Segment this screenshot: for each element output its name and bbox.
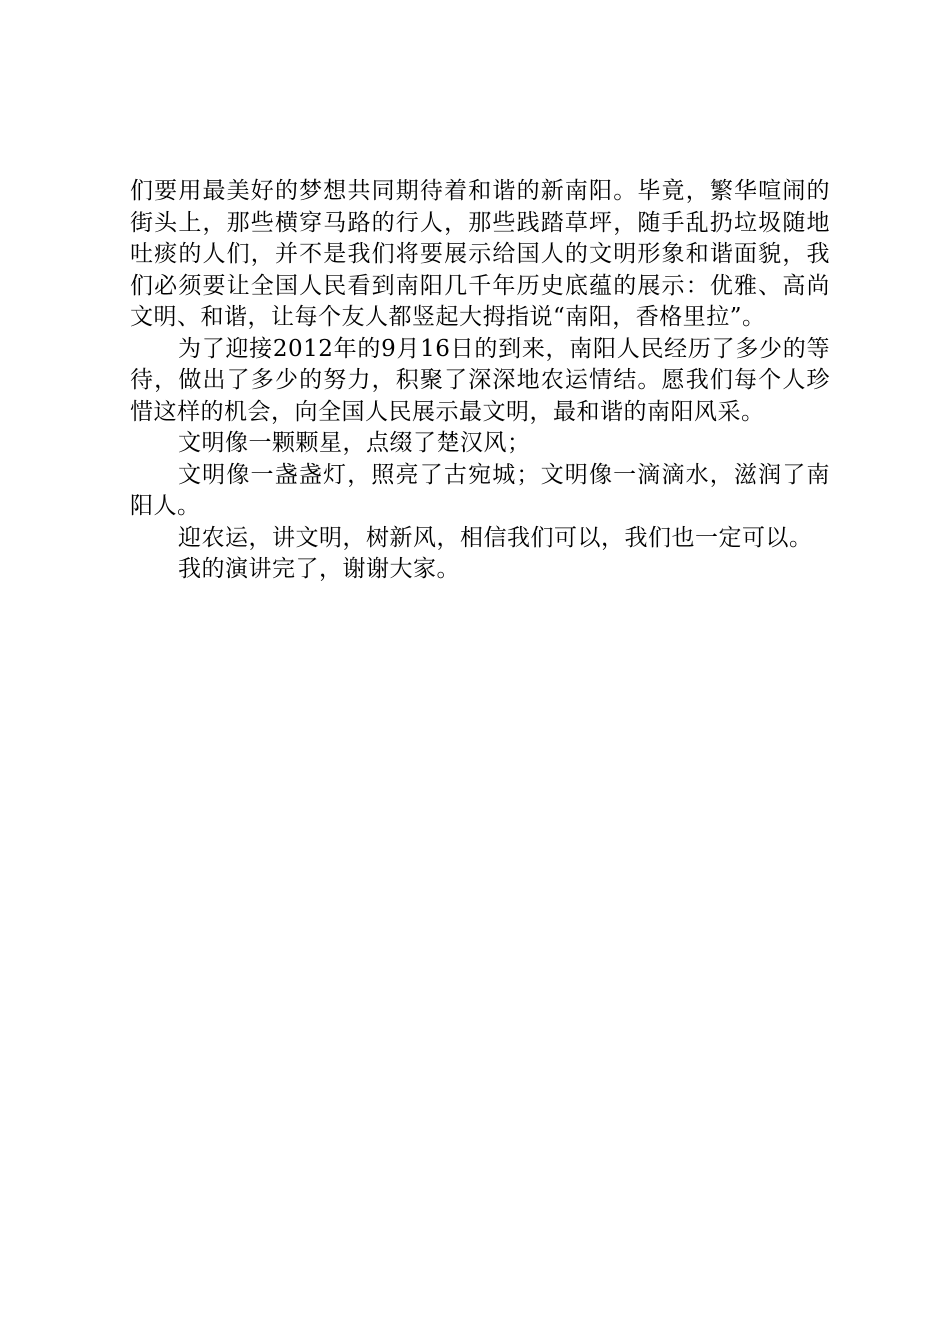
paragraph-civilization-star: 文明像一颗颗星，点缀了楚汉风； — [178, 430, 531, 456]
paragraph-civilization-lamp-water: 文明像一盏盏灯，照亮了古宛城；文明像一滴滴水，滋润了南阳人。 — [130, 461, 830, 519]
paragraph-continuation: 们要用最美好的梦想共同期待着和谐的新南阳。毕竟，繁华喧闹的街头上，那些横穿马路的行人，那些践踏草坪，随手乱扔垃圾随地吐痰的人们，并不是我们将要展示给国人的文明形象和谐面貌，我们必须要让全国人民看到南阳几千年历史底蕴的展示：优雅、高尚文明、和谐，让每个友人都竖起大拇指说“南阳，香格里拉”。 — [130, 178, 830, 330]
paragraph-nongyun-welcome: 为了迎接2012年的9月16日的到来，南阳人民经历了多少的等待，做出了多少的努力，积聚了深深地农运情结。愿我们每个人珍惜这样的机会，向全国人民展示最文明，最和谐的南阳风采。 — [130, 335, 830, 425]
document-body — [130, 176, 830, 586]
paragraph-slogan: 迎农运，讲文明，树新风，相信我们可以，我们也一定可以。 — [178, 524, 813, 551]
paragraph-closing: 我的演讲完了，谢谢大家。 — [178, 556, 460, 582]
